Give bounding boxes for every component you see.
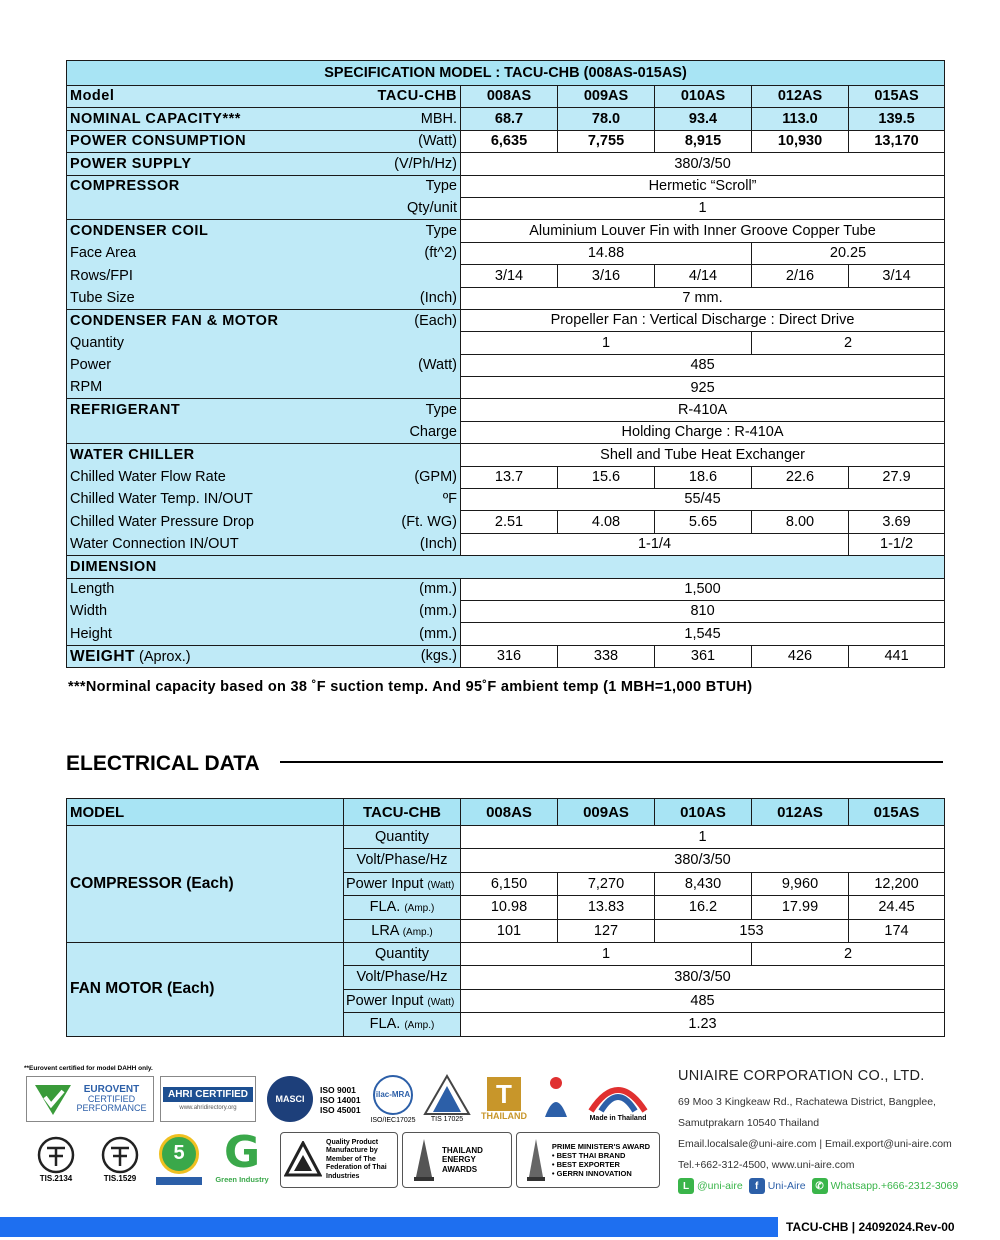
green-industry-logo: G Green Industry xyxy=(215,1126,269,1184)
value-cell: 3/14 xyxy=(849,265,945,287)
tis2134-logo: TIS.2134 xyxy=(36,1130,76,1188)
row-label: LRA xyxy=(371,922,399,939)
value-cell: 68.7 xyxy=(461,108,558,130)
water-chiller-label: WATER CHILLER xyxy=(67,444,361,466)
unit: Type xyxy=(361,220,461,242)
row-label: Tube Size xyxy=(67,287,361,309)
ahri-sub: www.ahridirectory.org xyxy=(179,1105,237,1111)
power-consumption-label: POWER CONSUMPTION xyxy=(67,130,361,152)
value-cell: 4/14 xyxy=(655,265,752,287)
facebook-link[interactable]: f Uni-Aire xyxy=(749,1178,806,1194)
value-cell: Shell and Tube Heat Exchanger xyxy=(461,444,945,466)
value-cell: 380/3/50 xyxy=(461,153,945,175)
lra-cell xyxy=(344,919,461,942)
unit: Qty/unit xyxy=(361,197,461,219)
unit: (Inch) xyxy=(361,533,461,555)
unit: (GPM) xyxy=(361,466,461,488)
row-label: Face Area xyxy=(67,242,361,264)
eurovent-note: **Eurovent certified for model DAHH only. xyxy=(24,1065,153,1072)
value-cell: 14.88 xyxy=(461,242,752,264)
power-input-cell xyxy=(344,989,461,1012)
value-cell: 153 xyxy=(655,919,849,942)
nac-emblem-icon xyxy=(423,1074,471,1116)
whatsapp-icon: ✆ xyxy=(812,1178,828,1194)
value-cell: 810 xyxy=(461,600,945,622)
address-line: 69 Moo 3 Kingkeaw Rd., Rachatewa District, Bangplee, xyxy=(678,1096,936,1108)
value-cell: 27.9 xyxy=(849,466,945,488)
value-cell: 7,270 xyxy=(558,872,655,895)
value-cell: 20.25 xyxy=(752,242,945,264)
specification-table xyxy=(66,60,945,668)
thailand-trusted-logo: T THAILAND xyxy=(481,1078,527,1121)
weight-label-cell xyxy=(67,645,361,667)
value-cell: 93.4 xyxy=(655,108,752,130)
power-supply-label: POWER SUPPLY xyxy=(67,153,361,175)
row-label: Length xyxy=(67,578,361,600)
row-label: Width xyxy=(67,600,361,622)
value-cell: 55/45 xyxy=(461,489,945,511)
model-label: Model xyxy=(67,86,361,108)
unit: Type xyxy=(361,399,461,421)
value-cell: 1,545 xyxy=(461,623,945,645)
condenser-coil-label: CONDENSER COIL xyxy=(67,220,361,242)
model-header: 009AS xyxy=(558,799,655,826)
iso-list: ISO 9001 ISO 14001 ISO 45001 xyxy=(320,1084,361,1116)
fti-member-logo: Quality Product Manufacture by Member of The Federation of Thai Industries xyxy=(280,1132,398,1188)
prime-ministers-award-logo: PRIME MINISTER'S AWARD • BEST THAI BRAND • BEST EXPORTER • GERRN INNOVATION xyxy=(516,1132,660,1188)
value-cell: 485 xyxy=(461,354,945,376)
fla-cell xyxy=(344,1013,461,1036)
document-revision: TACU-CHB | 24092024.Rev-00 xyxy=(786,1220,955,1234)
value-cell: 3/16 xyxy=(558,265,655,287)
value-cell: 2.51 xyxy=(461,511,558,533)
value-cell: 2 xyxy=(752,332,945,354)
unit: (Watt) xyxy=(427,996,455,1008)
tis-mark-icon xyxy=(37,1136,75,1174)
unit: (Amp.) xyxy=(402,926,433,938)
value-cell: 10.98 xyxy=(461,896,558,919)
series-name: TACU-CHB xyxy=(344,799,461,826)
tis-mark-icon xyxy=(101,1136,139,1174)
unit: (Ft. WG) xyxy=(361,511,461,533)
unit: (mm.) xyxy=(361,623,461,645)
dimension-label: DIMENSION xyxy=(67,556,945,578)
unit: (Watt) xyxy=(361,354,461,376)
unit: (Watt) xyxy=(427,879,455,891)
row-label: Quantity xyxy=(344,826,461,849)
model-header: 015AS xyxy=(849,86,945,108)
compressor-label: COMPRESSOR xyxy=(67,175,361,197)
spec-title: SPECIFICATION MODEL : TACU-CHB (008AS-015AS) xyxy=(67,61,945,86)
eurovent-text: PERFORMANCE xyxy=(76,1103,147,1113)
value-cell: Hermetic “Scroll” xyxy=(461,175,945,197)
tis17025-logo: TIS 17025 xyxy=(420,1068,474,1128)
footer-bar xyxy=(0,1217,778,1237)
value-cell: 2/16 xyxy=(752,265,849,287)
social-links xyxy=(678,1178,988,1194)
row-label: Quantity xyxy=(344,942,461,965)
value-cell: 127 xyxy=(558,919,655,942)
unit: MBH. xyxy=(361,108,461,130)
eurovent-text: CERTIFIED xyxy=(87,1094,136,1104)
value-cell: Propeller Fan : Vertical Discharge : Direct Drive xyxy=(461,309,945,331)
value-cell: 5.65 xyxy=(655,511,752,533)
row-label: Volt/Phase/Hz xyxy=(344,966,461,989)
unit: Charge xyxy=(361,421,461,443)
value-cell: 316 xyxy=(461,645,558,667)
tel-line[interactable]: Tel.+662-312-4500, www.uni-aire.com xyxy=(678,1159,855,1171)
unit: (Amp.) xyxy=(404,1020,435,1032)
model-header: 008AS xyxy=(461,799,558,826)
line-icon: L xyxy=(678,1178,694,1194)
value-cell: 8,430 xyxy=(655,872,752,895)
value-cell: 1-1/4 xyxy=(461,533,849,555)
value-cell: 485 xyxy=(461,989,945,1012)
value-cell: 1-1/2 xyxy=(849,533,945,555)
value-cell: R-410A xyxy=(461,399,945,421)
compressor-each-label: COMPRESSOR (Each) xyxy=(67,826,344,943)
value-cell: 18.6 xyxy=(655,466,752,488)
trophy-icon xyxy=(526,1137,546,1183)
value-cell: 113.0 xyxy=(752,108,849,130)
row-label: RPM xyxy=(67,377,361,399)
email-line[interactable]: Email.localsale@uni-aire.com | Email.export@uni-aire.com xyxy=(678,1138,952,1150)
value-cell: Aluminium Louver Fin with Inner Groove Copper Tube xyxy=(461,220,945,242)
ahri-text: AHRI CERTIFIED xyxy=(163,1087,253,1102)
series-name: TACU-CHB xyxy=(361,86,461,108)
value-cell: 139.5 xyxy=(849,108,945,130)
unit: (Watt) xyxy=(361,130,461,152)
eurovent-text: EUROVENT xyxy=(83,1084,140,1095)
made-in-thailand-logo: Made in Thailand xyxy=(578,1070,658,1128)
refrigerant-label: REFRIGERANT xyxy=(67,399,361,421)
value-cell: 13.7 xyxy=(461,466,558,488)
weight-label: WEIGHT xyxy=(70,647,135,665)
value-cell: 24.45 xyxy=(849,896,945,919)
value-cell: 12,200 xyxy=(849,872,945,895)
value-cell: 10,930 xyxy=(752,130,849,152)
value-cell: 1 xyxy=(461,826,945,849)
model-header: 008AS xyxy=(461,86,558,108)
value-cell: 9,960 xyxy=(752,872,849,895)
value-cell: 1 xyxy=(461,942,752,965)
value-cell: 15.6 xyxy=(558,466,655,488)
thai-standard-icon xyxy=(539,1073,573,1119)
value-cell: 380/3/50 xyxy=(461,966,945,989)
value-cell: 17.99 xyxy=(752,896,849,919)
model-header: 010AS xyxy=(655,86,752,108)
value-cell: 1 xyxy=(461,332,752,354)
line-link[interactable]: L @uni-aire xyxy=(678,1178,743,1194)
unit: (Amp.) xyxy=(404,903,435,915)
condenser-fan-label: CONDENSER FAN & MOTOR xyxy=(67,309,361,331)
unit: (ft^2) xyxy=(361,242,461,264)
weight-label-extra: (Aprox.) xyxy=(139,648,191,665)
unit: Type xyxy=(361,175,461,197)
value-cell: 101 xyxy=(461,919,558,942)
nominal-capacity-label: NOMINAL CAPACITY*** xyxy=(67,108,361,130)
value-cell: 1,500 xyxy=(461,578,945,600)
value-cell: 7,755 xyxy=(558,130,655,152)
value-cell: 380/3/50 xyxy=(461,849,945,872)
unit: (Inch) xyxy=(361,287,461,309)
value-cell: 6,635 xyxy=(461,130,558,152)
unit: (Each) xyxy=(361,309,461,331)
power-input-cell xyxy=(344,872,461,895)
value-cell: 925 xyxy=(461,377,945,399)
thailand-energy-awards-logo: THAILAND ENERGY AWARDS xyxy=(402,1132,512,1188)
facebook-icon: f xyxy=(749,1178,765,1194)
value-cell: 174 xyxy=(849,919,945,942)
company-name: UNIAIRE CORPORATION CO., LTD. xyxy=(678,1068,925,1084)
row-label: FLA. xyxy=(369,1016,401,1033)
capacity-footnote: ***Norminal capacity based on 38 ˚F suction temp. And 95˚F ambient temp (1 MBH=1,000 BTUH) xyxy=(68,679,753,695)
title-rule xyxy=(280,761,943,763)
value-cell: 3.69 xyxy=(849,511,945,533)
value-cell: 2 xyxy=(752,942,945,965)
model-header: 015AS xyxy=(849,799,945,826)
row-label: Water Connection IN/OUT xyxy=(67,533,361,555)
ilac-mra-logo: ilac-MRA ISO/IEC17025 xyxy=(368,1070,418,1128)
model-header: 012AS xyxy=(752,799,849,826)
fan-motor-each-label: FAN MOTOR (Each) xyxy=(67,942,344,1036)
model-header: 012AS xyxy=(752,86,849,108)
value-cell: 338 xyxy=(558,645,655,667)
value-cell: 1 xyxy=(461,197,945,219)
value-cell: 6,150 xyxy=(461,872,558,895)
model-label: MODEL xyxy=(67,799,344,826)
value-cell: 426 xyxy=(752,645,849,667)
ahri-logo xyxy=(160,1076,256,1122)
value-cell: 1.23 xyxy=(461,1013,945,1036)
value-cell: Holding Charge : R-410A xyxy=(461,421,945,443)
row-label: Power xyxy=(67,354,361,376)
eurovent-check-icon xyxy=(33,1079,73,1119)
address-line: Samutprakarn 10540 Thailand xyxy=(678,1117,820,1129)
unit: (V/Ph/Hz) xyxy=(361,153,461,175)
value-cell: 78.0 xyxy=(558,108,655,130)
value-cell: 13.83 xyxy=(558,896,655,919)
unit: (mm.) xyxy=(361,578,461,600)
row-label: Chilled Water Flow Rate xyxy=(67,466,361,488)
whatsapp-link[interactable]: ✆ Whatsapp.+666-2312-3069 xyxy=(812,1178,959,1194)
row-label: Quantity xyxy=(67,332,361,354)
energy-label-5: 5 xyxy=(152,1130,206,1188)
row-label: FLA. xyxy=(369,899,401,916)
row-label: Rows/FPI xyxy=(67,265,361,287)
value-cell: 7 mm. xyxy=(461,287,945,309)
unit: ºF xyxy=(361,489,461,511)
value-cell: 8.00 xyxy=(752,511,849,533)
fla-cell xyxy=(344,896,461,919)
value-cell: 22.6 xyxy=(752,466,849,488)
eurovent-logo xyxy=(26,1076,154,1122)
value-cell: 4.08 xyxy=(558,511,655,533)
tis1529-logo: TIS.1529 xyxy=(100,1130,140,1188)
row-label: Volt/Phase/Hz xyxy=(344,849,461,872)
value-cell: 441 xyxy=(849,645,945,667)
row-label: Power Input xyxy=(346,992,424,1009)
trophy-icon xyxy=(412,1137,436,1183)
masci-logo: MASCI xyxy=(262,1076,318,1122)
unit: (kgs.) xyxy=(361,645,461,667)
fti-emblem-icon xyxy=(284,1141,322,1179)
unit: (mm.) xyxy=(361,600,461,622)
row-label: Chilled Water Pressure Drop xyxy=(67,511,361,533)
thai-standard-logo xyxy=(536,1066,576,1126)
company-info xyxy=(678,1068,988,1194)
value-cell: 3/14 xyxy=(461,265,558,287)
row-label: Chilled Water Temp. IN/OUT xyxy=(67,489,361,511)
model-header: 009AS xyxy=(558,86,655,108)
value-cell: 8,915 xyxy=(655,130,752,152)
electrical-table xyxy=(66,798,945,1037)
model-header: 010AS xyxy=(655,799,752,826)
row-label: Height xyxy=(67,623,361,645)
electrical-data-title: ELECTRICAL DATA xyxy=(66,752,260,775)
made-in-thailand-icon xyxy=(587,1077,649,1115)
value-cell: 16.2 xyxy=(655,896,752,919)
value-cell: 13,170 xyxy=(849,130,945,152)
row-label: Power Input xyxy=(346,875,424,892)
value-cell: 361 xyxy=(655,645,752,667)
